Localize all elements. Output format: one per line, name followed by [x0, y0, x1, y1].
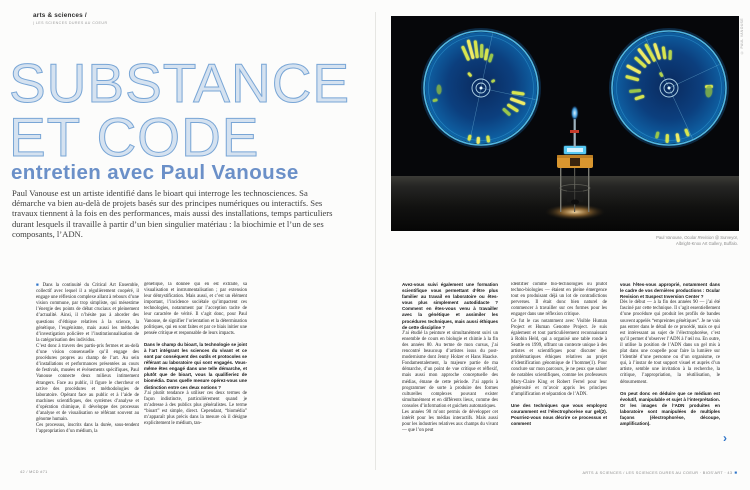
- section-kicker: [33, 12, 108, 25]
- column-2: [144, 282, 247, 466]
- burner-flame: [571, 106, 578, 120]
- column-5: [620, 282, 720, 466]
- caption-work-title: Ocular Revision: [684, 235, 714, 240]
- article-title: [9, 52, 351, 168]
- folio-right-text: ARTS & SCIENCES / LES SCIENCES DURES AU COEUR · BIOS’ART · 43: [582, 471, 733, 475]
- section-sublabel: | LES SCIENCES DURES AU COEUR: [33, 20, 108, 25]
- paragraph: J’ai plutôt tendance à utiliser ces deux termes de façon indistincte, particulièrement quand je m’adresse à des publics plus généralistes. Le terme “bioart” est simple, direct. Cependant, “biomédia” m’apparaît plus précis dans la mesure où il désigne explicitement le médium, tan-: [144, 390, 247, 427]
- section-label: arts & sciences /: [33, 12, 87, 19]
- folio-left: 42 / MCD #71: [20, 470, 48, 474]
- article-title-line1: SUBSTANCE: [9, 52, 351, 114]
- caption-suffix: @ Surveyor,: [713, 235, 738, 240]
- section-bullet-icon: ■: [36, 282, 41, 287]
- folio-right: [430, 470, 737, 475]
- paragraph: Ces processus, inscrits dans la durée, sous-tendent l’appropriation d’un médium, la: [36, 423, 139, 435]
- photo-credit: © PAUL VANOUSE: [740, 18, 744, 55]
- paragraph: Les années 90 m’ont permis de développer cet intérêt pour les médias interactifs. Mais aussi pour les industries relatives aux champs du vivant — que l’on peut: [402, 409, 498, 434]
- paragraph: Ce fut le cas notamment avec Visible Human Project et Human Genome Project. Je suis également et tout particulièrement reconnaissant à Robin Held, qui a organisé une table ronde à Seattle en 1999, offrant un contexte unique à des artistes et scientifiques pour discuter des problématiques éthiques relatives au projet d’identification génomique de l’homme(1). Pour conclure sur mon parcours, je ne peux que saluer de notables scientifiques, comme les professeurs Mary-Claire King et Robert Ferrel pour leur générosité et m’avoir appris les principes d’amplification et séparation de l’ADN.: [511, 318, 607, 397]
- page-gutter-line: [375, 12, 376, 470]
- photo-caption: [391, 235, 738, 246]
- column-3: [402, 282, 498, 466]
- column-4: [511, 282, 607, 466]
- installation-photo: [391, 16, 739, 231]
- petri-dish-left: [423, 30, 540, 147]
- interview-question: Une des techniques que vous employez couramment est l’électrophorèse sur gel(2). Pourriez-vous nous décrire ce processus et comment: [511, 402, 607, 427]
- interview-question: On peut donc en déduire que ce médium est évolutif, manipulable et sujet à l’interprétation. Or les images de l’ADN produites en laboratoire sont manipulées de multiples façons (électrophorèse, découpe, amplification).: [620, 390, 720, 427]
- photo-caption-line2: Albright-Knox Art Gallery, Buffalo.: [676, 240, 738, 246]
- caption-artist: Paul Vanouse,: [656, 235, 685, 240]
- interview-question: Dans le champ du bioart, la technologie se joint à l’art intégrant les sciences du vivant et ce sont par conséquent des outils et protocoles se référant au laboratoire qui sont engagés. Vous-même êtes engagé dans une telle démarche, et plutôt que de bioart, vous la qualifieriez de biomédia. Dans quelle mesure opérez-vous une distinction entre ces deux notions ?: [144, 341, 247, 390]
- paragraph: C’est donc à travers des partis-pris fermes et au-delà d’une vision consensuelle qu’il engage des procédures propres au champ de l’art. Au sein d’installations et performances présentées au cours de festivals, musées et événements spécifiques, Paul Vanouse connecte deux milieux intimement étrangers. Face au public, il figure le chercheur et active des procédures et méthodologies de laboratoire. Opérant face au public et à l’aide de machines scientifiques, des systèmes d’analyse et d’opération chimique, il développe des processus d’analyse et de visualisation se référant souvent au génome humain.: [36, 343, 139, 423]
- column-1: [36, 282, 139, 466]
- article-title-line2: ET CODE: [9, 106, 260, 168]
- continuation-chevron-icon: ›: [723, 431, 727, 445]
- paragraph: Dès le début — à la fin des années 90 — j’ai été fasciné par cette technique. Il s’agit essentiellement d’une procédure qui produit les profils de bandes souvent appelés “empreintes génétiques”. Je ne vais pas entrer dans le détail de ce procédé, mais ce qui est intéressant au sujet de l’électrophorèse, c’est qu’il permet d’observer l’ADN à l’œil nu. En outre, il utilise la position de l’ADN dans un gel mis à plat dans une coupelle pour faire la lumière sur l’identité d’une personne ou d’un organisme, ce qui, à l’instar de tout support visuel et auprès d’un artiste, semble une invitation à la recherche, la critique, l’appropriation, la réutilisation, le détournement.: [620, 300, 720, 385]
- paragraph: J’ai étudié la peinture et simultanément suivi un ensemble de cours en biologie et chimie à la fin des années 80. Au terme de mon cursus, j’ai rencontré beaucoup d’artistes issus du post-modernisme dont Jenny Holzer et Hans Haacke. Fondamentalement, la majeure partie de ma démarche, d’un point de vue critique et réflexif, mais aussi mon approche conceptuelle des médias, émane de cette période. J’ai appris à programmer de sorte à produire des formes culturelles complexes pouvant exister simultanément et en différents lieux, comme des consoles d’information et guichets automatiques.: [402, 330, 498, 409]
- petri-dish-right: [611, 30, 728, 147]
- interview-question: Avez-vous suivi également une formation scientifique vous permettant d’être plus familier au travail en laboratoire ou êtes-vous plus simplement autodidacte ? Comment en êtes-vous venu à travailler avec la génétique et assimiler les procédures techniques, mais aussi éthiques de cette discipline ?: [402, 282, 498, 330]
- article-subtitle: entretien avec Paul Vanouse: [11, 161, 299, 184]
- paragraph-text: Dans la continuité du Critical Art Ensemble, collectif avec lequel il a régulièrement coopéré, il engage une réflexion complexe allant à rebours d’une vision commune, par trop simpliste, qui mésestime l’énergie des points de débat cruciaux et pleinement d’actualité. Ainsi, il n’hésite pas à aborder des questions d’éthique relatives à la science, la génétique, l’eugénisme, mais aussi les méthodes d’investigation policière et l’institutionnalisation de la catégorisation des individus.: [36, 283, 139, 343]
- paragraph: identifier comme bio-technologies ou plutôt techno-biologies — étaient en pleine émergence tout en produisant déjà un lot de contradictions perverses. Il était donc bien naturel de commencer à travailler sur ces formes pour les engager dans une réflexion critique.: [511, 282, 607, 318]
- folio-end-marker: ■: [734, 470, 737, 475]
- interview-question: vous l’êtes-vous approprié, notamment dans le cadre de vos dernières productions : Ocular Revision et Suspect Inversion Center ?: [620, 282, 720, 300]
- gallery-floor: [391, 176, 739, 231]
- paragraph: génétique, la donnée qui en est extraite, sa visualisation et instrumentalisation ; par extension leur démystification. Mais aussi, et c’est un élément important, l’incidence sociétale qu’impactent ces technologies, notamment par l’acception tacite de leur caractère de vérité. Il s’agit donc, pour Paul Vanouse, de signifier l’orientation et la détermination politiques, qui en sont faites et par ce biais initier une pensée critique et responsable de leurs impacts.: [144, 282, 247, 336]
- article-lede: Paul Vanouse est un artiste identifié dans le bioart qui interroge les technosciences. Sa démarche va bien au-delà de projets basés sur des principes numériques ou interactifs. Ses travaux tiennent à la fois en des performances, mais aussi des installations, temps particuliers durant lesquels il travaille à partir d’un bien singulier matériau : la biochimie et l’un de ses composants, l’ADN.: [12, 188, 333, 239]
- paragraph: [36, 282, 139, 344]
